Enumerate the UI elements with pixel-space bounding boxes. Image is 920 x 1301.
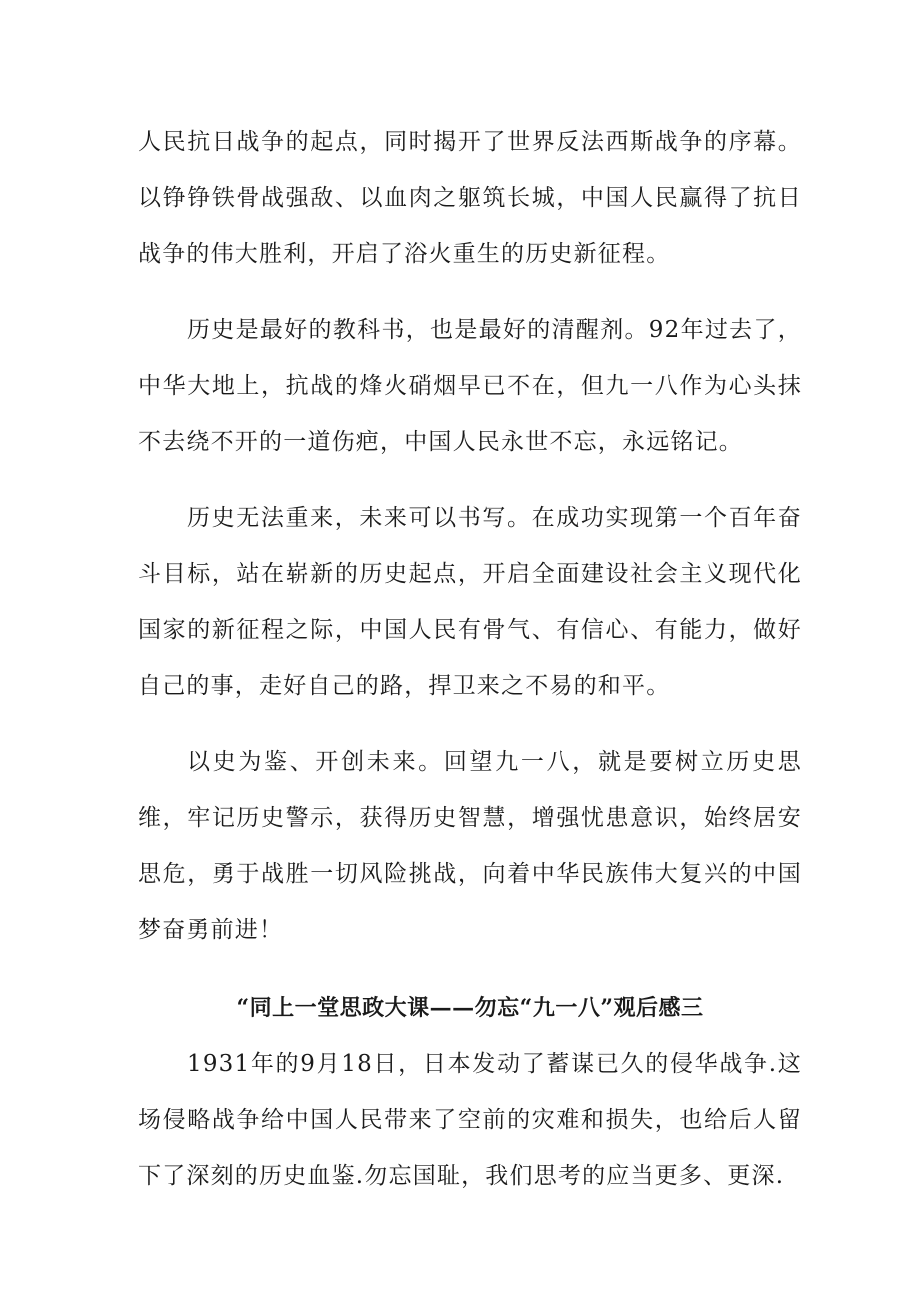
- paragraph-1931: 1931年的9月18日，日本发动了蓄谋已久的侵华战争.这场侵略战争给中国人民带来了空前的灾难和损失，也给后人留下了深刻的历史血鉴.勿忘国耻，我们思考的应当更多、更深.: [138, 1051, 802, 1189]
- paragraph-future-writing: 历史无法重来，未来可以书写。在成功实现第一个百年奋斗目标，站在崭新的历史起点，开启全面建设社会主义现代化国家的新征程之际，中国人民有骨气、有信心、有能力，做好自己的事，走好自己的路，捍卫来之不易的和平。: [138, 505, 802, 699]
- paragraph-learn-from-history: 以史为鉴、开创未来。回望九一八，就是要树立历史思维，牢记历史警示，获得历史智慧，增强忧患意识，始终居安思危，勇于战胜一切风险挑战，向着中华民族伟大复兴的中国梦奋勇前进！: [138, 749, 802, 943]
- paragraph-history-textbook: 历史是最好的教科书，也是最好的清醒剂。92年过去了，中华大地上，抗战的烽火硝烟早已不在，但九一八作为心头抹不去绕不开的一道伤疤，中国人民永世不忘，永远铭记。: [138, 317, 802, 455]
- document-body: [138, 114, 802, 1204]
- paragraph-continued: 人民抗日战争的起点，同时揭开了世界反法西斯战争的序幕。以铮铮铁骨战强敌、以血肉之躯筑长城，中国人民赢得了抗日战争的伟大胜利，开启了浴火重生的历史新征程。: [138, 129, 802, 267]
- section-title: “同上一堂思政大课——勿忘“九一八”观后感三: [236, 995, 704, 1021]
